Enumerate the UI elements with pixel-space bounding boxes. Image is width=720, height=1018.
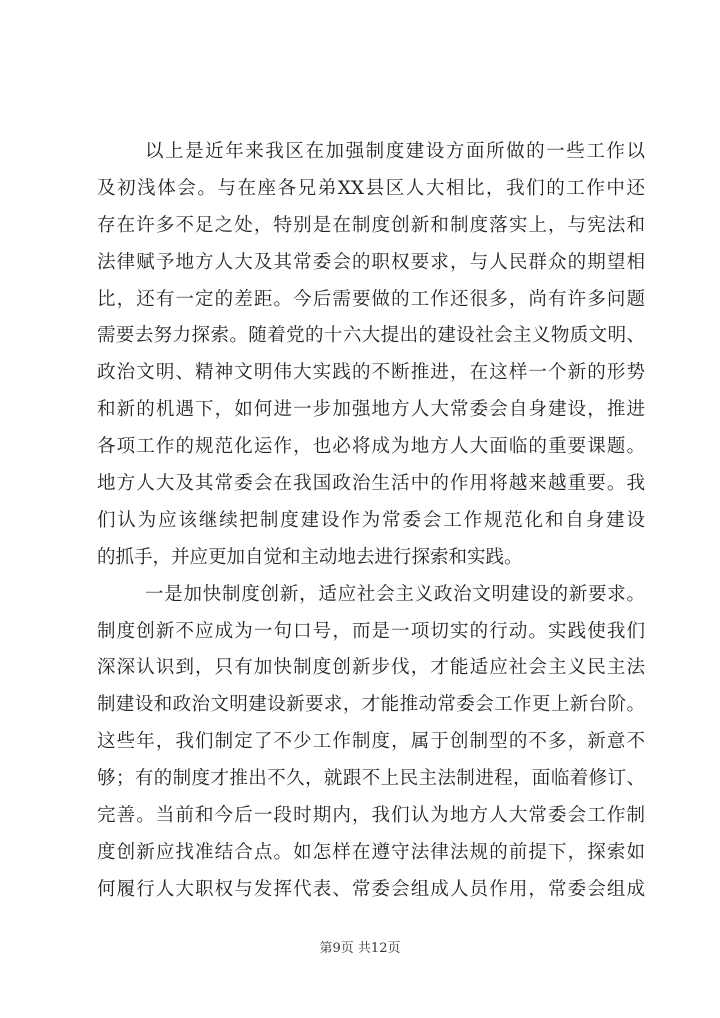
text-line: 地方人大及其常委会在我国政治生活中的作用将越来越重要。我 — [97, 473, 645, 495]
text-line: 存在许多不足之处，特别是在制度创新和制度落实上，与宪法和 — [97, 214, 645, 236]
paragraph — [97, 134, 645, 577]
text-line: 完善。当前和今后一段时期内，我们认为地方人大常委会工作制 — [97, 805, 645, 827]
paragraph — [97, 577, 645, 909]
text-line: 及初浅体会。与在座各兄弟XX县区人大相比，我们的工作中还 — [97, 177, 645, 199]
text-line: 度创新应找准结合点。如怎样在遵守法律法规的前提下，探索如 — [97, 841, 645, 863]
text-line: 们认为应该继续把制度建设作为常委会工作规范化和自身建设 — [97, 509, 645, 531]
text-line: 需要去努力探索。随着党的十六大提出的建设社会主义物质文明、 — [97, 325, 645, 347]
text-line: 和新的机遇下，如何进一步加强地方人大常委会自身建设，推进 — [97, 399, 645, 421]
page-footer: 第9页 共12页 — [319, 941, 401, 956]
text-line: 以上是近年来我区在加强制度建设方面所做的一些工作以 — [145, 141, 645, 162]
text-line: 比，还有一定的差距。今后需要做的工作还很多，尚有许多问题 — [97, 288, 645, 310]
text-line: 各项工作的规范化运作，也必将成为地方人大面临的重要课题。 — [97, 436, 645, 458]
text-line: 制度创新不应成为一句口号，而是一项切实的行动。实践使我们 — [97, 620, 645, 642]
text-line: 够；有的制度才推出不久，就跟不上民主法制进程，面临着修订、 — [97, 768, 645, 790]
text-line: 何履行人大职权与发挥代表、常委会组成人员作用，常委会组成 — [97, 878, 645, 900]
text-line: 法律赋予地方人大及其常委会的职权要求，与人民群众的期望相 — [97, 251, 645, 273]
text-line: 这些年，我们制定了不少工作制度，属于创制型的不多，新意不 — [97, 731, 645, 753]
text-line: 深深认识到，只有加快制度创新步伐，才能适应社会主义民主法 — [97, 657, 645, 679]
body-text — [97, 134, 645, 909]
text-line: 政治文明、精神文明伟大实践的不断推进，在这样一个新的形势 — [97, 362, 645, 384]
text-line: 制建设和政治文明建设新要求，才能推动常委会工作更上新台阶。 — [97, 694, 645, 716]
text-line: 的抓手，并应更加自觉和主动地去进行探索和实践。 — [97, 546, 523, 568]
text-line: 一是加快制度创新，适应社会主义政治文明建设的新要求。 — [145, 583, 645, 605]
